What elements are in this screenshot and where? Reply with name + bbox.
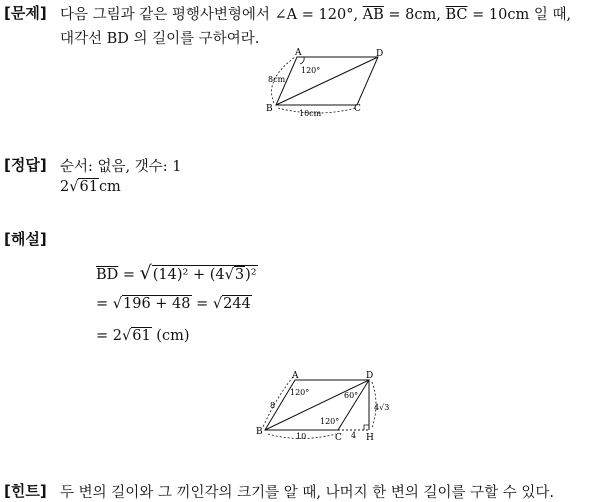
angle-d-label: 60° xyxy=(344,391,359,400)
equation-1-part-c: )² xyxy=(245,267,257,283)
side-dh-radical: √ xyxy=(379,403,385,412)
equation-2-equals: = xyxy=(96,296,113,312)
equation-2-radical-sign-1: √ xyxy=(112,296,123,312)
problem-figure xyxy=(262,46,392,118)
angle-a-label-2: 120° xyxy=(290,388,310,397)
equation-3-radical-sign: √ xyxy=(121,328,132,344)
equation-2-radicand-1: 196 + 48 xyxy=(123,296,191,312)
answer-tag: [정답] xyxy=(4,156,47,174)
segment-bc-value: = 10cm 일 때, xyxy=(467,7,572,23)
equation-3-radicand: 61 xyxy=(132,328,151,344)
vertex-h: H xyxy=(366,433,374,443)
equation-1-radical-sign: √ xyxy=(139,262,152,284)
equation-2-mid: = xyxy=(191,296,213,312)
equation-1-equals: = xyxy=(118,267,140,283)
answer-unit: cm xyxy=(98,179,121,195)
problem-tag: [문제] xyxy=(4,4,47,22)
segment-ab: $\overline{AB}$ xyxy=(362,7,384,23)
answer-value xyxy=(60,178,121,196)
vertex-c-2: C xyxy=(335,433,342,443)
side-bc-label: 10cm xyxy=(299,109,322,118)
diagonal-bd xyxy=(276,57,378,105)
equation-1-part-b: 3 xyxy=(234,267,245,283)
equation-3 xyxy=(96,327,189,345)
explanation-figure xyxy=(256,368,398,446)
equation-2-radical-sign-2: √ xyxy=(212,296,223,312)
hint-text: 두 변의 길이와 그 끼인각의 크기를 알 때, 나머지 한 변의 길이를 구할 수 있다. xyxy=(60,485,554,501)
vertex-d-2: D xyxy=(366,371,374,381)
side-dh-label xyxy=(374,403,389,412)
vertex-d: D xyxy=(376,49,384,59)
side-dh-coef: 4 xyxy=(374,403,380,412)
problem-line-1-text: 다음 그림과 같은 평행사변형에서 ∠A = 120°, xyxy=(60,7,359,23)
vertex-b-2: B xyxy=(256,427,263,437)
problem-line-2: 대각선 BD 의 길이를 구하여라. xyxy=(60,31,260,47)
equation-1 xyxy=(96,262,258,284)
side-ab-label-2: 8 xyxy=(270,401,276,410)
side-bc-label-2: 10 xyxy=(296,432,307,441)
explanation-tag: [해설] xyxy=(4,230,47,248)
equation-1-bd: $\overline{BD}$ xyxy=(96,267,119,283)
equation-1-part-a: (14)² + (4 xyxy=(152,267,225,283)
answer-line-1: 순서: 없음, 갯수: 1 xyxy=(60,159,182,175)
vertex-a-2: A xyxy=(292,371,299,381)
equation-3-unit: (cm) xyxy=(151,328,190,344)
answer-radical-sign: √ xyxy=(69,179,79,195)
equation-2-radicand-2: 244 xyxy=(223,296,251,312)
vertex-b: B xyxy=(266,104,273,114)
equation-1-radical-sign-inner: √ xyxy=(224,267,234,283)
vertex-a: A xyxy=(295,48,302,58)
side-ch-label: 4 xyxy=(351,431,357,440)
equation-1-radicand xyxy=(152,265,258,284)
vertex-c: C xyxy=(354,104,361,114)
answer-radicand: 61 xyxy=(79,179,98,195)
right-angle-mark xyxy=(364,425,369,430)
angle-arc-a xyxy=(300,57,304,64)
equation-3-pre: = 2 xyxy=(96,328,122,344)
side-dh-radicand: 3 xyxy=(384,403,390,412)
hint-tag: [힌트] xyxy=(4,482,47,500)
answer-coef: 2 xyxy=(60,179,70,195)
side-ab-label: 8cm xyxy=(268,75,286,84)
angle-c-label: 120° xyxy=(320,417,340,426)
segment-ab-value: = 8cm, xyxy=(383,7,441,23)
angle-a-label: 120° xyxy=(301,66,321,75)
problem-line-1 xyxy=(60,3,571,24)
brace-ab-2 xyxy=(263,377,293,427)
equation-2 xyxy=(96,295,252,313)
segment-bc: $\overline{BC}$ xyxy=(445,7,468,23)
